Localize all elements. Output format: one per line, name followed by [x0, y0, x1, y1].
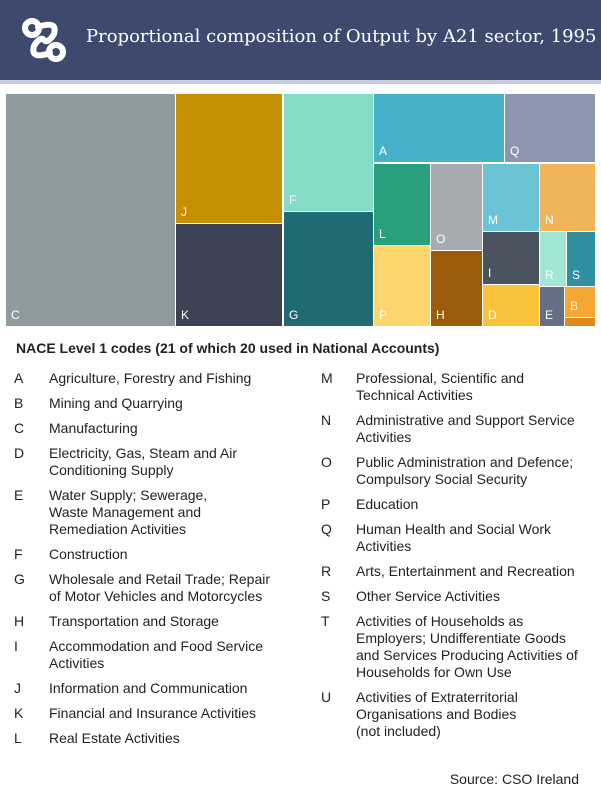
treemap-label-l: L	[379, 227, 386, 241]
treemap-label-d: D	[488, 308, 497, 322]
legend-description: Electricity, Gas, Steam and Air Conditioning Supply	[49, 445, 238, 478]
legend-item-a	[14, 370, 299, 387]
legend-column-right	[321, 370, 591, 748]
treemap-cell-f	[284, 94, 373, 211]
legend-description: Activities of Households as Employers; Undifferentiate Goods and Services Producing Activities of Households for Own Use	[356, 613, 578, 680]
treemap-label-q: Q	[510, 144, 520, 158]
legend-item-u	[321, 689, 591, 740]
treemap-label-g: G	[289, 308, 299, 322]
legend-description: Professional, Scientific and Technical Activities	[356, 370, 525, 403]
treemap-label-n: N	[545, 213, 554, 227]
legend-code: R	[321, 563, 332, 579]
treemap-label-i: I	[488, 266, 492, 280]
legend-code: O	[321, 454, 332, 470]
legend-code: N	[321, 412, 332, 428]
legend-heading: NACE Level 1 codes (21 of which 20 used in National Accounts)	[16, 340, 440, 356]
legend-item-b	[14, 395, 299, 412]
legend-code: P	[321, 496, 331, 512]
treemap-label-c: C	[11, 308, 20, 322]
treemap-label-p: P	[379, 308, 388, 322]
legend-item-p	[321, 496, 591, 513]
treemap-cell-t	[565, 318, 595, 326]
treemap-label-a: A	[379, 144, 388, 158]
legend-description: Mining and Quarrying	[49, 395, 183, 411]
legend-description: Real Estate Activities	[49, 730, 180, 746]
legend-description: Wholesale and Retail Trade; Repair of Motor Vehicles and Motorcycles	[49, 571, 271, 604]
legend-description: Other Service Activities	[356, 588, 500, 604]
legend-item-t	[321, 613, 591, 681]
legend-description: Information and Communication	[49, 680, 248, 696]
legend-code: U	[321, 689, 332, 705]
treemap-label-s: S	[572, 268, 581, 282]
legend-code: Q	[321, 521, 332, 537]
legend-description: Transportation and Storage	[49, 613, 219, 629]
legend-description: Manufacturing	[49, 420, 138, 436]
treemap-label-f: F	[289, 193, 297, 207]
legend-item-d	[14, 445, 299, 479]
legend-item-h	[14, 613, 299, 630]
legend-code: F	[14, 546, 23, 562]
treemap-cell-j	[176, 94, 282, 223]
legend-item-s	[321, 588, 591, 605]
legend-description: Education	[356, 496, 419, 512]
treemap-label-o: O	[436, 232, 446, 246]
chart-title: Proportional composition of Output by A21 sector, 1995	[86, 26, 597, 47]
legend-code: J	[14, 680, 21, 696]
legend-item-o	[321, 454, 591, 488]
treemap-label-j: J	[181, 205, 187, 219]
legend-code: G	[14, 571, 25, 587]
legend-description: Arts, Entertainment and Recreation	[356, 563, 575, 579]
header-banner	[0, 0, 601, 84]
legend-item-l	[14, 730, 299, 747]
legend-code: K	[14, 705, 24, 721]
legend-code: D	[14, 445, 25, 461]
legend-item-f	[14, 546, 299, 563]
source-note: Source: CSO Ireland	[449, 771, 579, 787]
legend-code: A	[14, 370, 24, 386]
treemap-label-b: B	[570, 299, 579, 313]
treemap-label-k: K	[181, 308, 190, 322]
legend-item-i	[14, 638, 299, 672]
legend-item-m	[321, 370, 591, 404]
legend-code: S	[321, 588, 331, 604]
treemap-cell-c	[6, 94, 175, 326]
legend-code: H	[14, 613, 25, 629]
legend-description: Accommodation and Food Service Activities	[49, 638, 263, 671]
legend-item-q	[321, 521, 591, 555]
legend-item-k	[14, 705, 299, 722]
legend-column-left	[14, 370, 299, 755]
legend-description: Public Administration and Defence; Compulsory Social Security	[356, 454, 574, 487]
treemap-label-e: E	[545, 308, 554, 322]
legend-description: Activities of Extraterritorial Organisations and Bodies (not included)	[356, 689, 518, 739]
legend-description: Financial and Insurance Activities	[49, 705, 256, 721]
legend-description: Water Supply; Sewerage, Waste Management and Remediation Activities	[49, 487, 208, 537]
legend-item-j	[14, 680, 299, 697]
legend-item-e	[14, 487, 299, 538]
legend-item-g	[14, 571, 299, 605]
treemap-cell-k	[176, 224, 282, 326]
treemap-label-m: M	[488, 213, 498, 227]
treemap-label-r: R	[545, 268, 554, 282]
treemap-chart	[0, 92, 601, 332]
legend-code: M	[321, 370, 333, 386]
legend-code: B	[14, 395, 24, 411]
legend-description: Administrative and Support Service Activities	[356, 412, 575, 445]
legend-code: E	[14, 487, 24, 503]
treemap-label-h: H	[436, 308, 445, 322]
legend-description: Agriculture, Forestry and Fishing	[49, 370, 252, 386]
treemap-cell-i	[483, 232, 539, 284]
legend-code: L	[14, 730, 22, 746]
treemap-cell-a	[374, 94, 504, 162]
legend-code: T	[321, 613, 330, 629]
legend-description: Human Health and Social Work Activities	[356, 521, 552, 554]
legend-item-n	[321, 412, 591, 446]
legend-description: Construction	[49, 546, 128, 562]
legend-item-r	[321, 563, 591, 580]
cso-logo-icon	[18, 14, 70, 66]
legend-code: C	[14, 420, 25, 436]
legend-code: I	[14, 638, 18, 654]
legend-item-c	[14, 420, 299, 437]
